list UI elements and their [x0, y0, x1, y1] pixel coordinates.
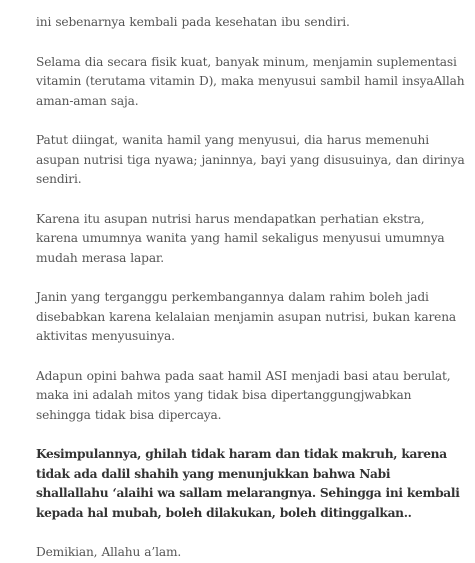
article-body	[36, 13, 466, 563]
paragraph: Patut diingat, wanita hamil yang menyusui, dia harus memenuhi asupan nutrisi tiga nyawa; janinnya, bayi yang disusuinya, dan dirinya sendiri.	[36, 133, 465, 186]
paragraph: Karena itu asupan nutrisi harus mendapatkan perhatian ekstra, karena umumnya wanita yang hamil sekaligus menyusui umumnya mudah merasa lapar.	[36, 211, 445, 265]
closing-paragraph: Demikian, Allahu a’lam.	[36, 545, 182, 559]
paragraph: Janin yang terganggu perkembangannya dalam rahim boleh jadi disebabkan karena kelalaian menjamin asupan nutrisi, bukan karena aktivitas menyusuinya.	[36, 290, 457, 343]
paragraph: Adapun opini bahwa pada saat hamil ASI menjadi basi atau berulat, maka ini adalah mitos yang tidak bisa dipertanggungjwabkan sehingga tidak bisa dipercaya.	[36, 368, 451, 422]
paragraph: Selama dia secara fisik kuat, banyak minum, menjamin suplementasi vitamin (terutama vitamin D), maka menyusui sambil hamil insyaAllah aman-aman saja.	[36, 54, 465, 108]
conclusion-paragraph: Kesimpulannya, ghilah tidak haram dan tidak makruh, karena tidak ada dalil shahih yang menunjukkan bahwa Nabi shallallahu ‘alaihi wa sallam melarangnya. Sehingga ini kembali kepada hal mubah, boleh dilakukan, boleh ditinggalkan..	[36, 447, 460, 520]
paragraph: ini sebenarnya kembali pada kesehatan ibu sendiri.	[36, 15, 350, 29]
